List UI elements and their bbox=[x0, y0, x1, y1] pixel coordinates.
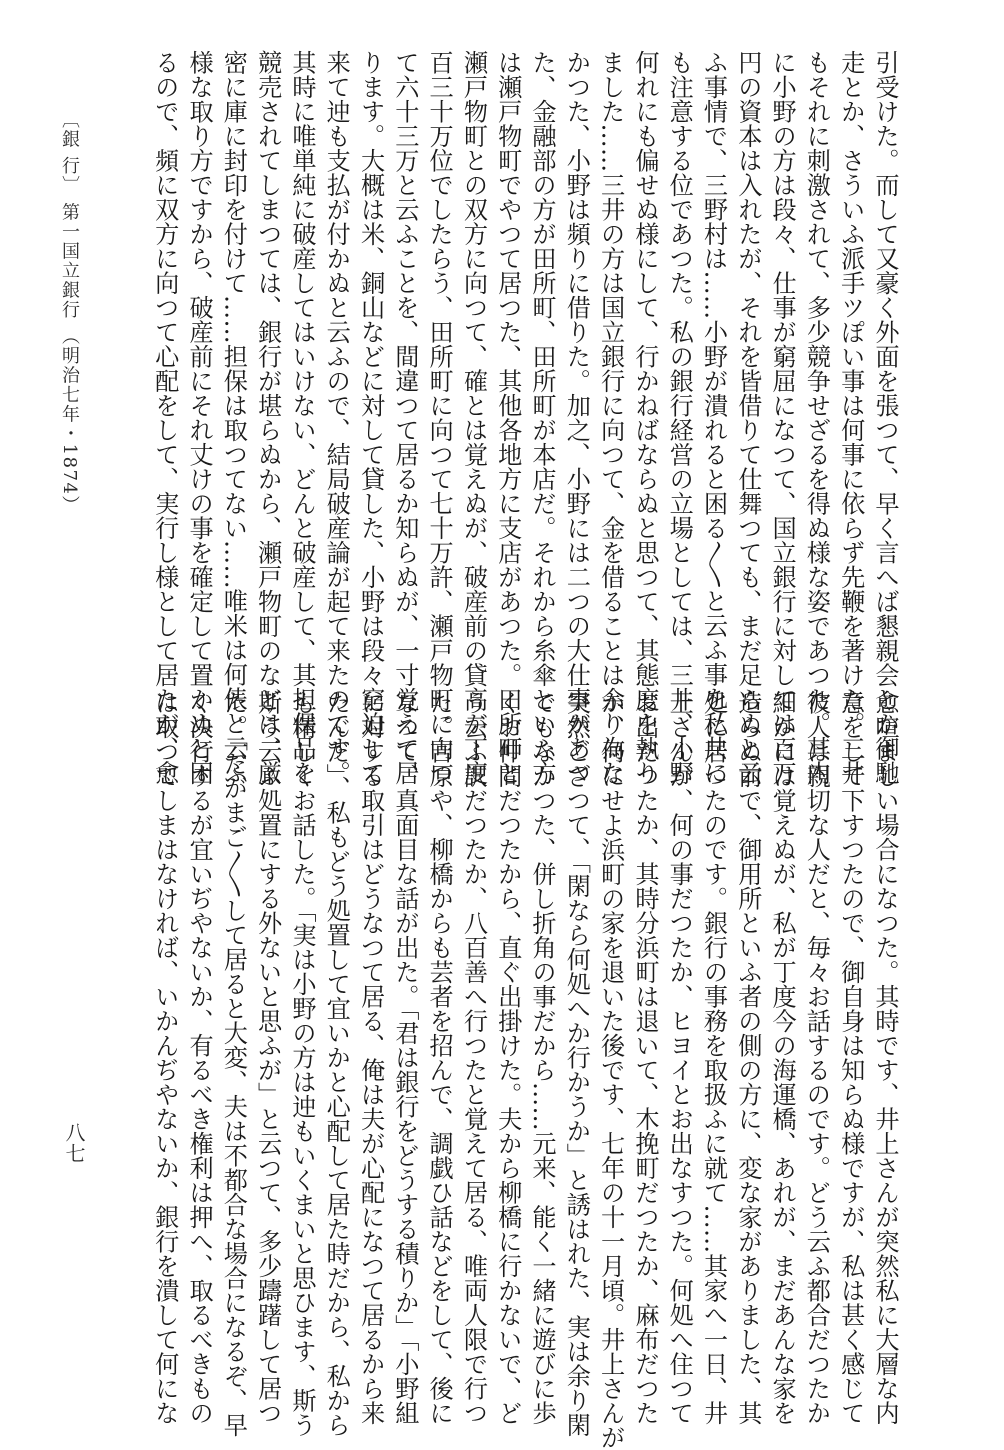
text-line: に対する取引はどうなつて居る、俺は夫が心配になつて居るから来 bbox=[356, 690, 385, 1425]
text-line: 走とか、さういふ派手ツぽい事は何事に依らず先鞭を著けた。三井 bbox=[836, 50, 865, 785]
text-line: 百三十万位でしたらう、田所町に向つて七十万許、瀬戸物町に向つ bbox=[425, 50, 454, 785]
text-line: かつた、小野は頻りに借りた。加之、小野には二つの大仕事があつ bbox=[562, 50, 591, 785]
text-line: は取つてしまはなければ、いかんぢやないか、銀行を潰して何にな bbox=[150, 690, 179, 1425]
text-line: でもなかつた、併し折角の事だから……元来、能く一緒に遊びに歩 bbox=[528, 690, 557, 1425]
text-line: 競売されてしまつては、銀行が堪らぬから、瀬戸物町のなどは、厳 bbox=[253, 50, 282, 785]
text-line: 其時に唯単純に破産してはいけない、どんと破産して、其担保品を bbox=[287, 50, 316, 785]
text-line: う云ふ訳だつたか、八百善へ行つたと覚えて居る、唯両人限で行つ bbox=[459, 690, 488, 1425]
text-line: 斯う云ふ処置にする外ないと思ふが」と云つて、多少躊躇して居つ bbox=[253, 690, 282, 1425]
text-line: た、金融部の方が田所町、田所町が本店だ。それから糸傘といふ方 bbox=[528, 50, 557, 785]
text-line: 引受けた。而して又豪く外面を張つて、早く言へば懇親会とか御馳 bbox=[871, 50, 899, 785]
text-line: て六十三万と云ふことを、間違つて居るか知らぬが、一寸覚えて居 bbox=[390, 50, 419, 785]
text-line: たんだ」、私もどう処置して宜いかと心配して居た時だから、私から bbox=[322, 690, 351, 1438]
running-head: 〔銀 行〕 第一国立銀行 （明治七年・1874） bbox=[59, 110, 80, 515]
text-line: に小野の方は段々、仕事が窮屈になつて、国立銀行に対しては百万 bbox=[768, 50, 797, 785]
text-line: 来て迚も支払が付かぬと云ふので、結局破産論が起て来たのです。 bbox=[322, 50, 351, 785]
text-line: もそれに刺激されて、多少競争せざるを得ぬ様な姿であつた。其内 bbox=[802, 50, 831, 785]
text-line: ました……三井の方は国立銀行に向つて、金を借ることは余り為な bbox=[596, 50, 625, 785]
text-line: るので、頻に双方に向つて心配をして、実行し様として居たが、愈 bbox=[150, 50, 179, 785]
text-line: 細かには覚えぬが、私が丁度今の海運橋、あれが、まだあんな家を bbox=[768, 690, 797, 1425]
text-line: 瀬戸物町との双方に向つて、確とは覚えぬが、破産前の貸高が丁度 bbox=[459, 50, 488, 785]
text-line: 何れにも偏せぬ様にして、行かねばならぬと思つて、其態度を執り bbox=[630, 50, 659, 785]
text-line: く決行するが宜いぢやないか、有るべき権利は押へ、取るべきもの bbox=[185, 690, 214, 1425]
text-line: 造らぬ前で、御用所といふ者の側の方に、変な家がありました、其 bbox=[733, 690, 762, 1425]
text-line: 意をして下すつたので、御自身は知らぬ様ですが、私は甚く感じて bbox=[836, 690, 865, 1425]
text-line: た。「だがまご〳〵して居ると大変、夫は不都合な場合になるぞ、早 bbox=[219, 690, 248, 1438]
text-line: お出だつたか、其時分浜町は退いて、木挽町だつたか、麻布だつた bbox=[630, 690, 659, 1425]
text-line: ふ事情で、三野村は……小野が潰れると困る〳〵と云ふ事を私共に bbox=[699, 50, 728, 785]
text-line: も注意する位であつた。私の銀行経営の立場としては、三井、小野 bbox=[665, 50, 694, 785]
text-line: くお仲間だつたから、直ぐ出掛けた。夫から柳橋に行かないで、ど bbox=[493, 690, 522, 1425]
text-line: なつて、真面目な話が出た。「君は銀行をどうする積りか」「小野組 bbox=[390, 690, 419, 1426]
text-line: 密に庫に封印を付けて……担保は取つてない……唯米は何俵と云ふ bbox=[219, 50, 248, 785]
text-line: た。吉原や、柳橋からも芸者を招んで、調戯ひ話などをして、後に bbox=[425, 690, 454, 1425]
text-line: ります。大概は米、銅山などに対して貸した、小野は段々窮迫して bbox=[356, 50, 385, 785]
text-line: 愈喧ましい場合になつた。其時です、井上さんが突然私に大層な内 bbox=[871, 690, 899, 1425]
text-line: か、何にせよ浜町の家を退いた後です、七年の十一月頃。井上さんが bbox=[596, 690, 625, 1450]
text-line: 上さんが、何の事だつたか、ヒヨイとお出なすつた。何処へ住つて bbox=[665, 690, 694, 1425]
text-line: 突然ござつて、「閑なら何処へか行かうか」と誘はれた、実は余り閑 bbox=[562, 690, 591, 1438]
text-line: も精しくお話した。「実は小野の方は迚もいくまいと思ひます、斯う bbox=[287, 690, 316, 1438]
text-line: は瀬戸物町でやつて居つた、其他各地方に支店があつた。田所町と bbox=[493, 50, 522, 785]
upper-text-block bbox=[112, 50, 902, 785]
lower-text-block bbox=[112, 690, 902, 1450]
text-line: 様な取り方ですから、破産前にそれ丈けの事を確定して置かぬと困 bbox=[185, 50, 214, 785]
text-line: 円の資本は入れたが、それを皆借りて仕舞つても、まだ足らぬと云 bbox=[733, 50, 762, 785]
text-line: 彼人は親切な人だと、毎々お話するのです。どう云ふ都合だつたか bbox=[802, 690, 831, 1425]
text-line: 処に居つたのです。銀行の事務を取扱ふに就て……其家へ一日、井 bbox=[699, 690, 728, 1425]
page-number: 八七 bbox=[62, 1122, 86, 1164]
